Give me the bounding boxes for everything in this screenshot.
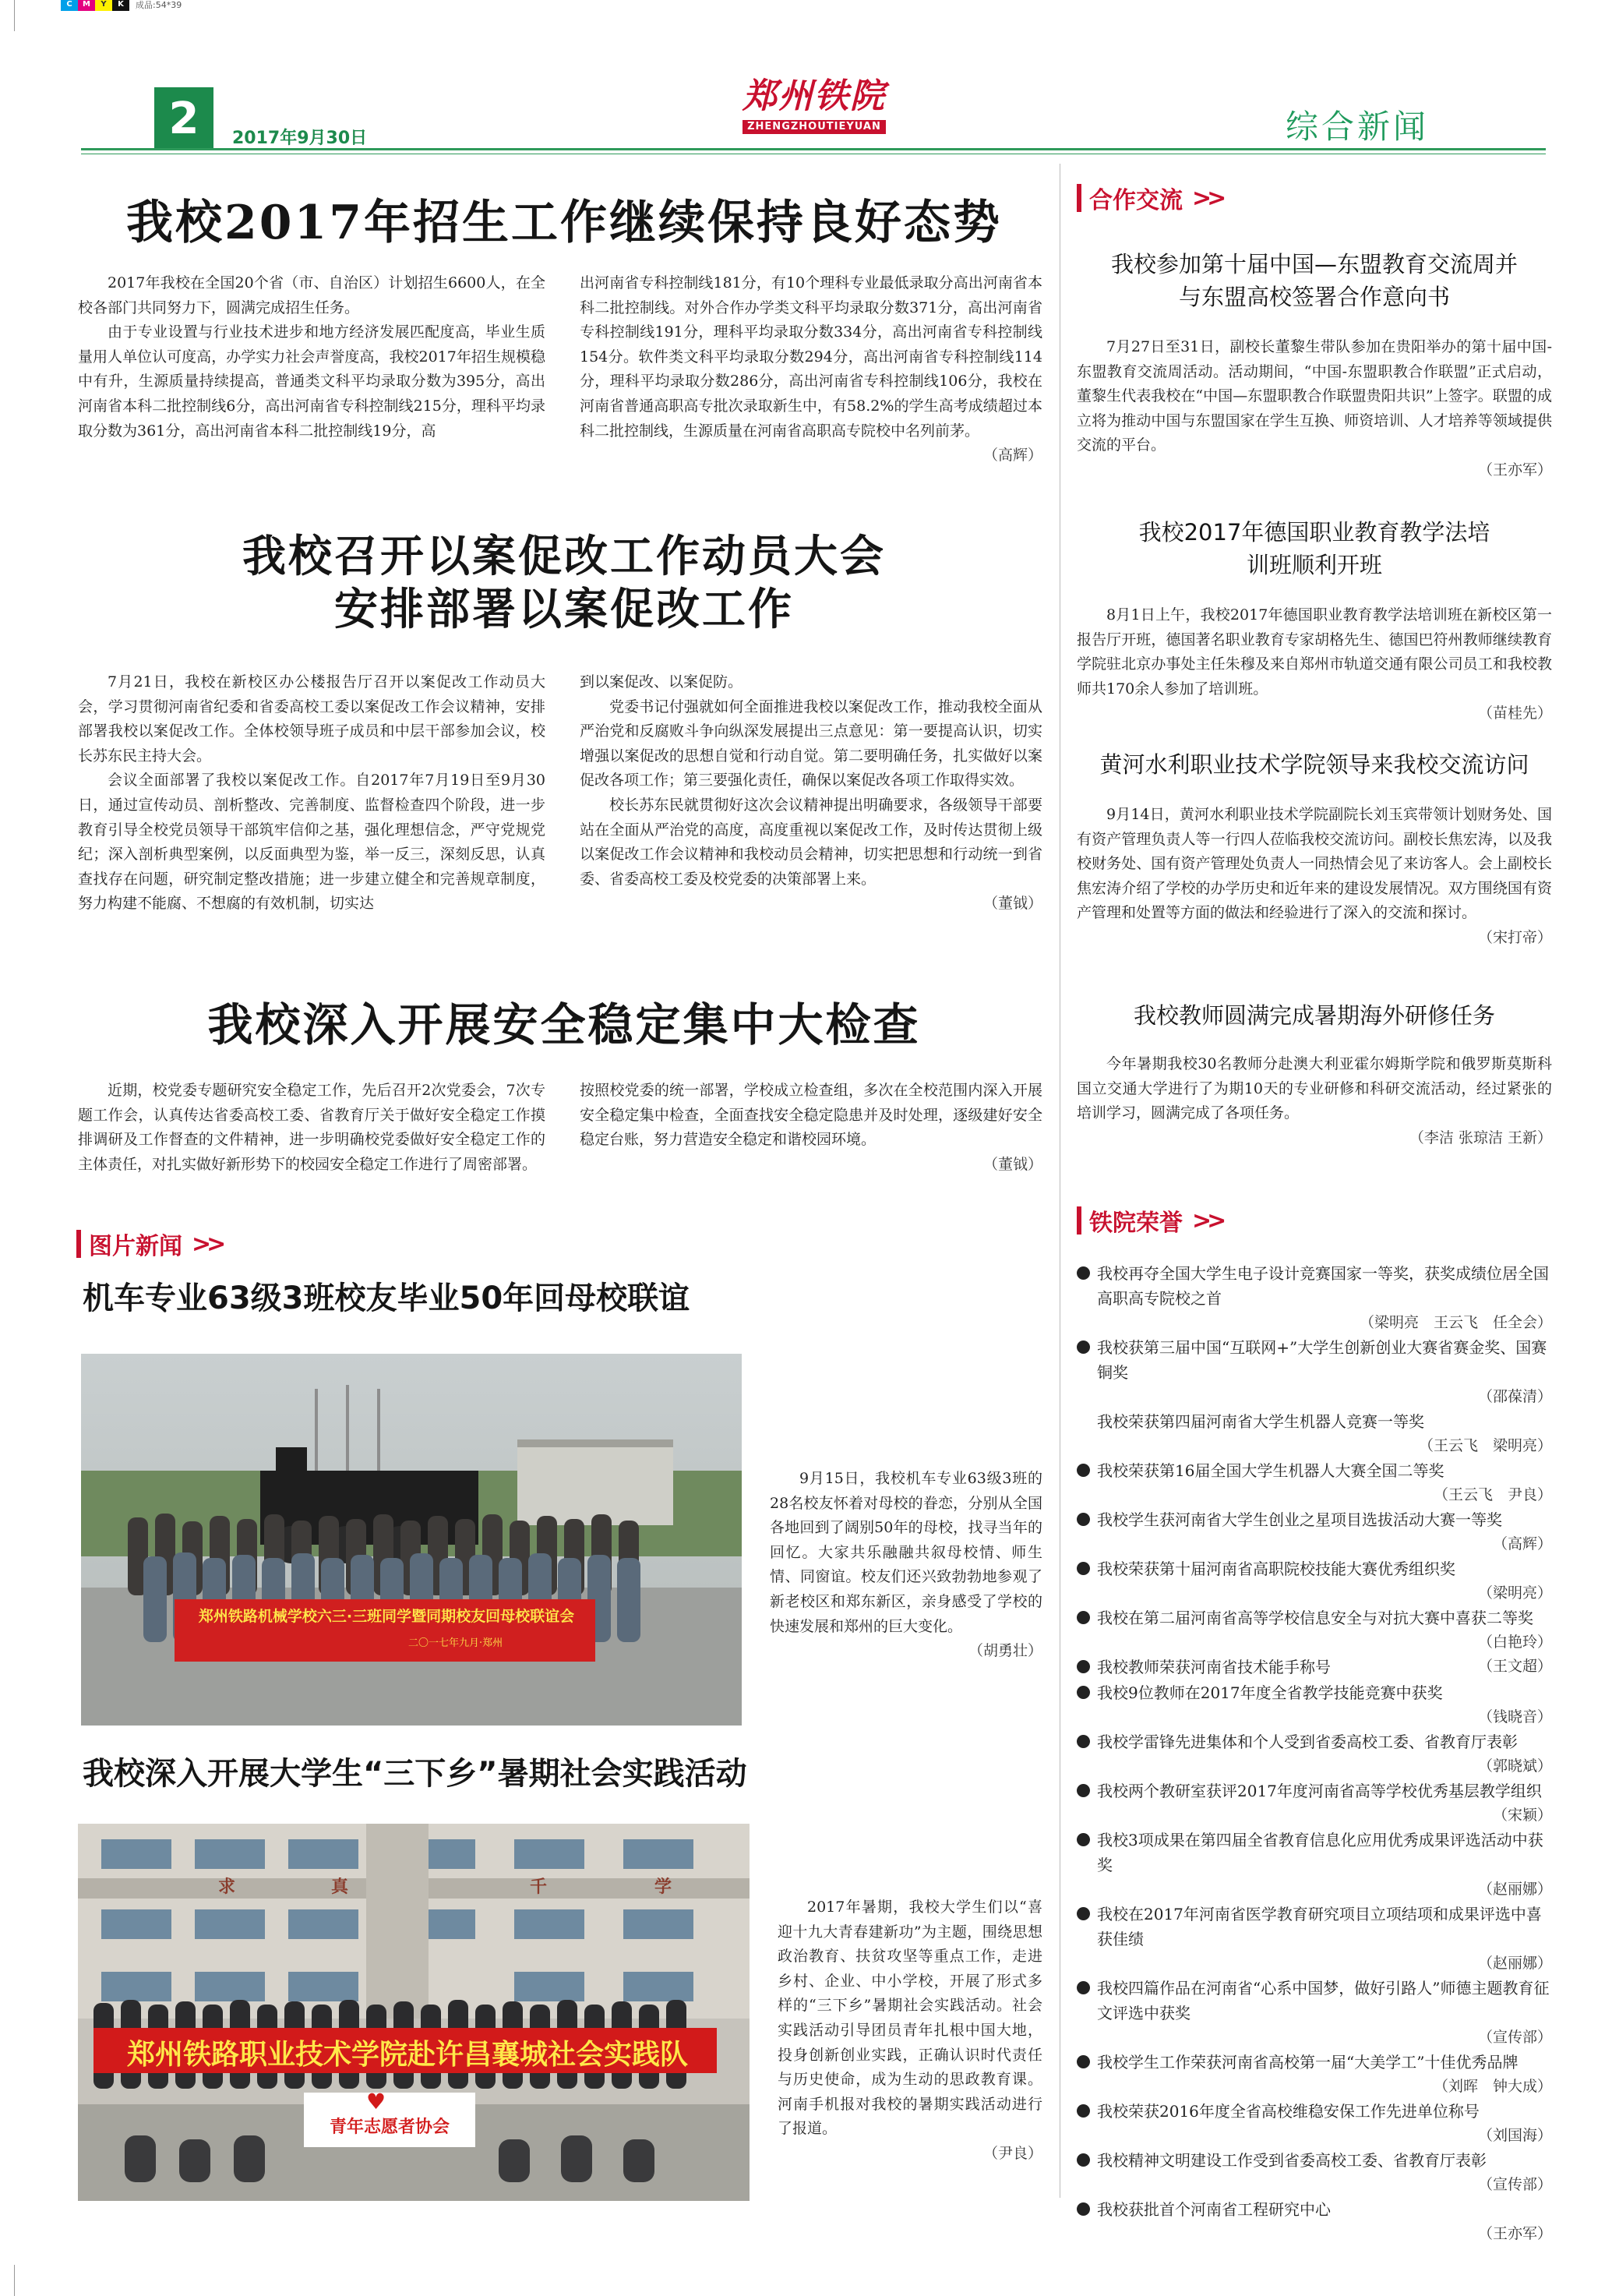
honor-credit: （刘国海） [1477,2127,1552,2144]
honor-text: 我校精神文明建设工作受到省委高校工委、省教育厅表彰 [1097,2151,1487,2170]
honor-text: 我校四篇作品在河南省“心系中国梦，做好引路人”师德主题教育征文评选中获奖 [1097,1979,1550,2022]
honor-item [1075,1458,1552,1507]
honor-text: 我校获第三届中国“互联网+”大学生创新创业大赛省赛金奖、国赛铜奖 [1097,1338,1547,1382]
cooperation-label [1077,182,1222,214]
bullet-icon [1077,1833,1090,1846]
article2-paragraph: 7月21日，我校在新校区办公楼报告厅召开以案促改工作动员大会，学习贯彻河南省纪委和省委高校工委以案促改工作会议精神，安排部署我校以案促改工作。全体校领导班子成员和中层干部参加会议，校长苏东民主持大会。 [78,673,545,765]
honor-text: 我校9位教师在2017年度全省教学技能竞赛中获奖 [1097,1683,1443,1702]
honor-item [1075,1729,1552,1778]
honor-text: 我校荣获第16届全国大学生机器人大赛全国二等奖 [1097,1461,1444,1480]
bullet-icon [1077,2104,1090,2118]
honor-item [1075,1409,1552,1457]
article3-byline: （董钺） [982,1155,1042,1173]
article2-paragraph: 校长苏东民就贯彻好这次会议精神提出明确要求，各级领导干部要站在全面从严治党的高度，高度重视以案促改工作，及时传达贯彻上级以案促改工作会议精神和我校动员会精神，切实把思想和行动统一到省委、省委高校工委及校党委的决策部署上来。 [580,796,1042,888]
bullet-icon [1077,1266,1090,1280]
honor-item [1075,1605,1552,1654]
article1-byline: （高辉） [982,447,1042,464]
article1-paragraph: 2017年我校在全国20个省（市、自治区）计划招生6600人，在全校各部门共同努力下，圆满完成招生任务。 [78,274,545,316]
article1-title: 我校2017年招生工作继续保持良好态势 [126,196,1002,250]
honor-text: 我校再夺全国大学生电子设计竞赛国家一等奖，获奖成绩位居全国高职高专院校之首 [1097,1264,1549,1308]
honor-credit: （王文超） [1477,1658,1552,1675]
story1-paragraph: 9月15日，我校机车专业63级3班的28名校友怀着对母校的眷恋，分别从全国各地回到了阔别50年的母校，找寻当年的回忆。大家共乐融融共叙母校情、师生情、同窗谊。校友们还兴致勃勃地参观了新老校区和郑东新区，亲身感受了学校的快速发展和郑州的巨大变化。 [770,1470,1042,1635]
honor-credit: （高辉） [1492,1535,1552,1552]
honor-item [1075,1556,1552,1605]
coop-item-text [1077,335,1552,483]
honor-text: 我校3项成果在第四届全省教育信息化应用优秀成果评选活动中获奖 [1097,1831,1543,1874]
building-char: 真 [331,1877,349,1897]
article2-title [81,530,1047,636]
bullet-icon [1077,1562,1090,1575]
section-bar [76,1230,81,1258]
article3-title: 我校深入开展安全稳定集中大检查 [207,998,921,1051]
print-color-bar [61,0,182,11]
page-number: 2 [168,93,199,144]
honors-list [1075,1261,1552,2246]
bullet-icon [1077,1513,1090,1526]
honor-item [1075,1779,1552,1827]
honor-text: 我校荣获第十届河南省高职院校技能大赛优秀组织奖 [1097,1560,1455,1578]
double-chevron-icon: >> [192,1230,222,1258]
coop-item-4 [1077,999,1552,1150]
honors-label-text: 铁院荣誉 [1089,1210,1183,1237]
honor-credit: （梁明亮 王云飞 任全会） [1359,1314,1552,1331]
honor-text: 我校学生获河南省大学生创业之星项目选拔活动大赛一等奖 [1097,1510,1502,1529]
story1-title: 机车专业63级3班校友毕业50年回母校联谊 [83,1280,690,1316]
bullet-icon [1077,1686,1090,1699]
honor-text: 我校荣获第四届河南省大学生机器人竞赛一等奖 [1097,1412,1424,1431]
honor-text: 我校学生工作荣获河南省高校第一届“大美学工”十佳优秀品牌 [1097,2053,1519,2072]
bullet-icon [1077,2153,1090,2167]
double-chevron-icon: >> [1192,184,1222,212]
honor-credit: （邵葆清） [1477,1388,1552,1405]
bullet-icon [1077,1907,1090,1920]
article2-byline: （董钺） [982,895,1042,913]
building-char: 求 [218,1877,236,1897]
honor-item [1075,2050,1552,2098]
honor-item [1075,1655,1552,1680]
coop-item-byline: （宋打帝） [1477,928,1552,946]
cooperation-label-text: 合作交流 [1089,187,1183,214]
coop-item-title: 我校教师圆满完成暑期海外研修任务 [1133,1002,1495,1029]
bullet-icon [1077,1341,1090,1354]
double-chevron-icon: >> [1192,1206,1222,1235]
honor-item [1075,2099,1552,2147]
story2-banner-text: 郑州铁路职业技术学院赴许昌襄城社会实践队 [126,2039,688,2071]
coop-item-text [1077,803,1552,951]
article3-col-left [78,1079,545,1177]
crop-mark-bl [14,2265,15,2296]
bullet-icon [1077,2055,1090,2068]
photo-news-label [76,1228,221,1259]
article1-col-left [78,271,545,443]
honor-item [1075,2148,1552,2196]
bullet-icon [1077,1981,1090,1994]
coop-item-1 [1077,248,1552,483]
masthead [717,76,912,134]
story1-text [770,1467,1042,1664]
honor-item [1075,1828,1552,1901]
coop-item-title: 我校参加第十届中国—东盟教育交流周并与东盟高校签署合作意向书 [1110,251,1518,310]
page-number-box [154,87,213,150]
article2-paragraph: 会议全面部署了我校以案促改工作。自2017年7月19日至9月30日，通过宣传动员、剖析整改、完善制度、监督检查四个阶段，进一步教育引导全校党员领导干部筑牢信仰之基，强化理想信念，严守党规党纪；深入剖析典型案例，以反面典型为鉴，举一反三，深刻反思，认真查找存在问题，研究制定整改措施；进一步建立健全和完善规章制度，努力构建不能腐、不想腐的有效机制，切实达 [78,772,545,913]
article2-col-left [78,670,545,917]
header-date: 2017年9月30日 [232,129,368,148]
honor-item [1075,1335,1552,1408]
honor-item [1075,1976,1552,2049]
coop-item-paragraph: 7月27日至31日，副校长董黎生带队参加在贵阳举办的第十届中国-东盟教育交流周活动。活动期间，“中国-东盟职教合作联盟”正式启动，董黎生代表我校在“中国—东盟职教合作联盟贵阳共识”上签字。联盟的成立将为推动中国与东盟国家在学生互换、师资培训、人才培养等领域提供交流的平台。 [1077,338,1552,454]
story2-sub-banner: 青年志愿者协会 [329,2118,450,2137]
honor-item [1075,2197,1552,2245]
coop-item-paragraph: 8月1日上午，我校2017年德国职业教育教学法培训班在新校区第一报告厅开班，德国著名职业教育专家胡格先生、德国巴符州教师继续教育学院驻北京办事处主任朱穆及来自郑州市轨道交通有限公司员工和我校教师共170余人参加了培训班。 [1077,606,1552,698]
story2-text [778,1895,1042,2167]
story2-paragraph: 2017年暑期，我校大学生们以“喜迎十九大青春建新功”为主题，围绕思想政治教育、扶贫攻坚等重点工作，走进乡村、企业、中小学校，开展了形式多样的“三下乡”暑期社会实践活动。社会实践活动引导团员青年扎根中国大地，投身创新创业实践，正确认识时代责任与历史使命，成为生动的思政教育课。河南手机报对我校的暑期实践活动进行了报道。 [778,1899,1042,2138]
honor-credit: （梁明亮） [1477,1584,1552,1602]
article2-title-line1: 我校召开以案促改工作动员大会 [242,531,886,582]
masthead-pinyin: ZHENGZHOUTIEYUAN [743,120,886,134]
bullet-icon [1077,1464,1090,1477]
honor-credit: （刘晖 钟大成） [1433,2078,1552,2095]
heart-logo-icon: ♥ [366,2089,386,2114]
honor-credit: （钱晓音） [1477,1708,1552,1726]
honor-credit: （宋颖） [1492,1807,1552,1824]
print-size-note: 成品:54*39 [136,0,182,10]
article3-paragraph: 近期，校党委专题研究安全稳定工作，先后召开2次党委会，7次专题工作会，认真传达省委高校工委、省教育厅关于做好安全稳定工作摸排调研及工作督查的文件精神，进一步明确校党委做好安全稳定工作的主体责任，对扎实做好新形势下的校园安全稳定工作进行了周密部署。 [78,1082,545,1173]
honor-item [1075,1680,1552,1729]
story2-photo [78,1824,750,2201]
header-rule [81,148,1546,150]
story1-banner-date: 二〇一七年九月·郑州 [408,1637,503,1649]
article2-title-line2: 安排部署以案促改工作 [334,584,794,635]
story1-byline: （胡勇壮） [968,1642,1042,1660]
honor-credit: （王云飞 梁明亮） [1418,1437,1552,1454]
bullet-icon [1077,1735,1090,1748]
masthead-title: 郑州铁院 [743,76,886,116]
honor-text: 我校学雷锋先进集体和个人受到省委高校工委、省教育厅表彰 [1097,1733,1518,1751]
coop-item-byline: （李洁 张琼洁 王新） [1409,1129,1552,1146]
section-bar [1077,1206,1081,1235]
practice-team-photo [78,1824,750,2201]
honor-credit: （白艳玲） [1477,1634,1552,1651]
honor-item [1075,1902,1552,1975]
article2-paragraph: 到以案促改、以案促防。 [580,673,743,691]
honor-credit: （赵丽娜） [1477,1955,1552,1972]
honor-item [1075,1261,1552,1334]
section-title: 综合新闻 [1286,108,1430,146]
coop-item-3 [1077,748,1552,951]
coop-item-text [1077,1052,1552,1150]
black-swatch: K [112,0,129,11]
coop-item-title: 我校2017年德国职业教育教学法培训班顺利开班 [1138,519,1490,578]
story1-banner-text: 郑州铁路机械学校六三·三班同学暨同期校友回母校联谊会 [198,1608,575,1625]
honor-item [1075,1507,1552,1556]
honor-text: 我校两个教研室获评2017年度河南省高等学校优秀基层教学组织 [1097,1782,1542,1800]
coop-item-byline: （苗桂先） [1477,705,1552,722]
section-bar [1077,184,1081,212]
honor-text: 我校获批首个河南省工程研究中心 [1097,2200,1331,2219]
honor-credit: （宣传部） [1477,2029,1552,2046]
bullet-icon [1077,1660,1090,1673]
coop-item-paragraph: 今年暑期我校30名教师分赴澳大利亚霍尔姆斯学院和俄罗斯莫斯科国立交通大学进行了为期10天的专业研修和科研交流活动，经过紧张的培训学习，圆满完成了各项任务。 [1077,1055,1552,1122]
photo-news-label-text: 图片新闻 [89,1233,182,1260]
coop-item-byline: （王亦军） [1477,461,1552,479]
coop-item-text [1077,603,1552,726]
article2-col-right [580,670,1042,917]
bullet-icon [1077,2202,1090,2216]
coop-item-paragraph: 9月14日，黄河水利职业技术学院副院长刘玉宾带领计划财务处、国有资产管理负责人等一行四人莅临我校交流访问。副校长焦宏涛，以及我校财务处、国有资产管理处负责人一同热情会见了来访客人。会上副校长焦宏涛介绍了学校的办学历史和近年来的建设发展情况。双方围绕国有资产管理和处置等方面的做法和经验进行了深入的交流和探讨。 [1077,806,1552,922]
honor-credit: （宣传部） [1477,2176,1552,2193]
bullet-icon [1077,1784,1090,1797]
article1-paragraph: 由于专业设置与行业技术进步和地方经济发展匹配度高，毕业生质量用人单位认可度高，办学实力社会声誉度高，我校2017年招生规模稳中有升，生源质量持续提高，普通类文科平均录取分数为395分，高出河南省本科二批控制线6分，高出河南省专科控制线215分，理科平均录取分数为361分，高出河南省本科二批控制线19分，高 [78,323,545,440]
article3-col-right [580,1079,1042,1177]
honor-credit: （赵丽娜） [1477,1881,1552,1898]
bullet-icon [1077,1611,1090,1624]
yellow-swatch: Y [95,0,112,11]
honor-credit: （王亦军） [1477,2225,1552,2242]
honors-label [1077,1205,1222,1236]
article3-paragraph: 按照校党委的统一部署，学校成立检查组，多次在全校范围内深入开展安全稳定集中检查，全面查找安全稳定隐患并及时处理，逐级建好安全稳定台账，努力营造安全稳定和谐校园环境。 [580,1082,1042,1149]
honor-text: 我校在第二届河南省高等学校信息安全与对抗大赛中喜获二等奖 [1097,1609,1533,1627]
coop-item-title: 黄河水利职业技术学院领导来我校交流访问 [1099,751,1529,778]
building-char: 千 [530,1877,548,1897]
honor-text: 我校荣获2016年度全省高校维稳安保工作先进单位称号 [1097,2102,1480,2121]
article1-paragraph: 出河南省专科控制线181分，有10个理科专业最低录取分高出河南省本科二批控制线。对外合作办学类文科平均录取分数371分，高出河南省专科控制线191分，理科平均录取分数334分，高出河南省专科控制线154分。软件类文科平均录取分数294分，高出河南省专科控制线114分，理科平均录取分数286分，高出河南省专科控制线106分，我校在河南省普通高职高专批次录取新生中，有58.2%的学生高考成绩超过本科二批控制线，生源质量在河南省高职高专院校中名列前茅。 [580,274,1042,440]
honor-text: 我校教师荣获河南省技术能手称号 [1097,1658,1331,1676]
magenta-swatch: M [78,0,95,11]
story1-photo [81,1354,742,1726]
honor-credit: （王云飞 尹良） [1433,1486,1552,1503]
building-char: 学 [654,1877,672,1897]
article2-paragraph: 党委书记付强就如何全面推进我校以案促改工作，推动我校全面从严治党和反腐败斗争向纵深发展提出三点意见：第一要提高认识，切实增强以案促改的思想自觉和行动自觉。第二要明确任务，扎实做好以案促改各项工作；第三要强化责任，确保以案促改各项工作取得实效。 [580,698,1042,789]
cyan-swatch: C [61,0,78,11]
story2-byline: （尹良） [982,2144,1042,2162]
article1-col-right [580,271,1042,468]
honor-credit: （郭晓斌） [1477,1757,1552,1775]
alumni-group-photo [81,1354,742,1726]
crop-mark-tl [14,0,15,31]
coop-item-2 [1077,516,1552,726]
honor-text: 我校在2017年河南省医学教育研究项目立项结项和成果评选中喜获佳绩 [1097,1905,1542,1948]
story2-title: 我校深入开展大学生“三下乡”暑期社会实践活动 [83,1756,747,1792]
